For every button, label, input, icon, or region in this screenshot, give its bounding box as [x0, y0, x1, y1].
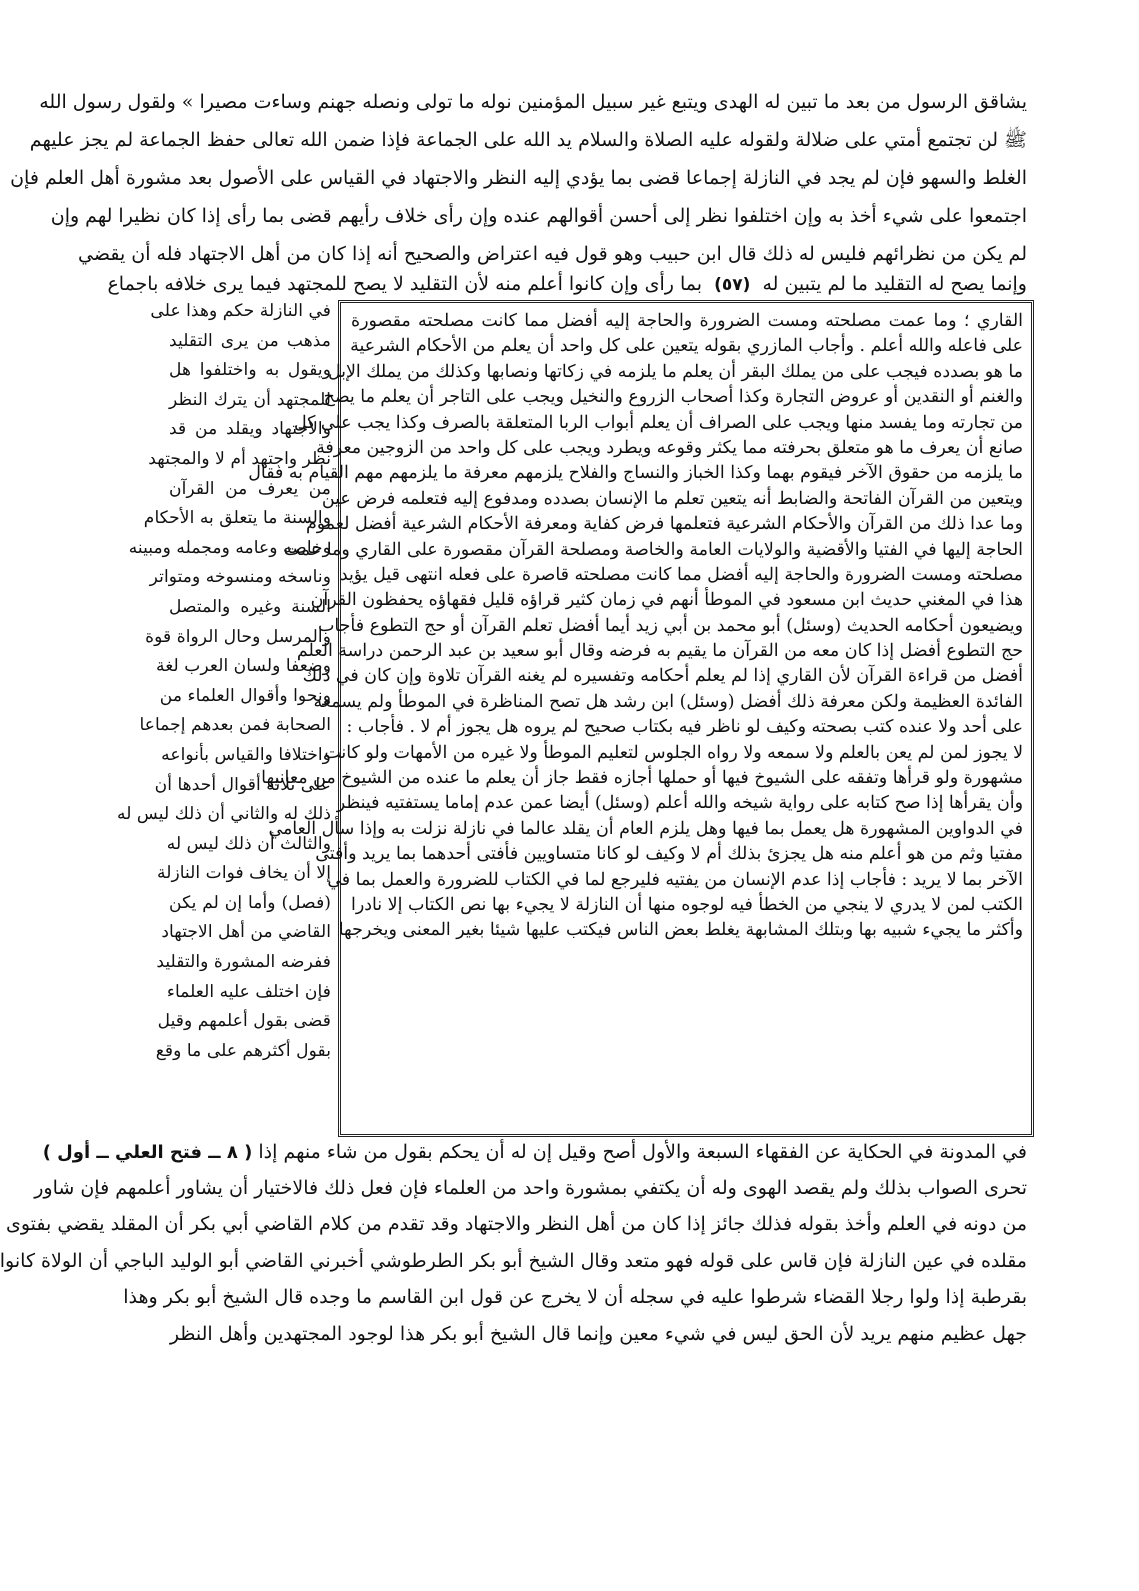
side-line: إلا أن يخاف فوات النازلة [157, 863, 331, 884]
box-line: وما عدا ذلك من القرآن والأحكام الشرعية فتعلمها فرض كفاية ومعرفة الأحكام الشرعية أفضل لعموم [305, 514, 1023, 535]
box-line: الآخر بما لا يريد : فأجاب إذا عدم الإنسان من يفتيه فليرجع لما في الكتاب للضرورة والعمل بما في [327, 869, 1023, 890]
side-line: والسنة ما يتعلق به الأحكام [143, 508, 331, 529]
side-line: وناسخه ومنسوخه ومتواتر [149, 567, 331, 588]
side-line: وخاصه وعامه ومجمله ومبينه [128, 537, 331, 558]
line6-right-text: وإنما يصح له التقليد ما لم يتبين له [762, 273, 1027, 295]
side-line: في النازلة حكم وهذا على [150, 301, 331, 321]
footer-line [42, 1137, 1027, 1167]
side-line: واختلافا والقياس بأنواعه [161, 744, 331, 765]
side-line: مذهب من يرى التقليد [169, 330, 331, 351]
side-line: فإن اختلف عليه العلماء [166, 981, 331, 1002]
bottom-text-line: مقلده في عين النازلة فإن قاس على قوله فهو متعد وقال الشيخ أبو بكر الطرطوشي أخبرني القاضي أبو الوليد الباجي أن الولاة كانوا [0, 1249, 1027, 1272]
box-line: في الدواوين المشهورة هل يعمل بما فيها وهل يلزم العام أن يقلد عالما في نازلة نزلت به وإذا سأل العامي [268, 818, 1023, 839]
side-line: الصحابة فمن بعدهم إجماعا [139, 715, 331, 736]
box-line: مصلحته ومست الضرورة والحاجة إليه أفضل مما كانت مصلحته قاصرة على فعله انتهى قيل يؤيد [339, 564, 1023, 585]
side-line: السنة وغيره والمتصل [169, 596, 331, 617]
bottom-text-line: بقرطبة إذا ولوا رجلا القضاء شرطوا عليه في سجله أن لا يخرج عن قول ابن القاسم ما وجده قال الشيخ أبو بكر وهذا [123, 1286, 1027, 1309]
side-line: من يعرف من القرآن [169, 478, 331, 499]
side-line: بقول أكثرهم على ما وقع [155, 1040, 331, 1061]
side-line: على ثلاثة أقوال أحدها أن [154, 774, 331, 795]
side-line: (فصل) وأما إن لم يكن [169, 892, 331, 913]
box-line: وأكثر ما يجيء شبيه بها وبتلك المشابهة يغلط بعض الناس فيكتب عليها شيئا بغير المعنى ويخرجها [338, 920, 1023, 941]
side-line: والمرسل وحال الرواة قوة [145, 626, 331, 647]
main-text-line-6 [107, 266, 1027, 302]
main-text-line-4: اجتمعوا على شيء أخذ به وإن اختلفوا نظر إلى أحسن أقوالهم عنده وإن رأى خلاف رأيهم قضى بما رأى إذا كان نظيرا لهم وإن [50, 205, 1027, 227]
side-line: ذلك له والثاني أن ذلك ليس له [116, 804, 331, 825]
box-line: أفضل من قراءة القرآن لأن القاري إذا لم يعلم أحكامه وتفسيره لم يغنه القرآن تلاوة وإن كان في ذلك [302, 666, 1023, 687]
box-line: والغنم أو النقدين أو عروض التجارة وكذا أصحاب الزروع والنخيل ويجب على التاجر أن يعلم ما يصح [323, 387, 1023, 408]
box-line: مفتيا وثم من هو أعلم منه هل يجزئ بذلك أم لا وكيف لو كانا متساويين فأفتى أحدهما بما يريد وأفتى [315, 844, 1023, 865]
box-line: حج التطوع أفضل إذا كان معه من القرآن ما يقيم به فرضه وقال أبو سعيد بن عبد الرحمن دراسة العلم [296, 641, 1023, 662]
box-line: الحاجة إليها في الفتيا والأقضية والولايات العامة والخاصة ومصلحة القرآن مقصورة على القاري وما عمت [283, 539, 1023, 560]
footer-text: في المدونة في الحكاية عن الفقهاء السبعة والأول أصح وقيل إن له أن يحكم بقول من شاء منهم إذا [258, 1141, 1027, 1163]
side-line: ففرضه المشورة والتقليد [156, 952, 331, 973]
page-number: (٥٧) [714, 275, 751, 295]
box-line: الفائدة العظيمة ولكن معرفة ذلك أفضل (وسئل) ابن رشد هل تصح المناظرة في الموطأ ولم يسمعه [313, 691, 1023, 712]
bottom-text-line: جهل عظيم منهم يريد لأن الحق ليس في شيء معين وإنما قال الشيخ أبو بكر هذا لوجود المجتهدين وأهل النظر [169, 1322, 1027, 1345]
box-line: القاري ؛ وما عمت مصلحته ومست الضرورة والحاجة إليه أفضل مما كانت مصلحته مقصورة [351, 311, 1023, 331]
bottom-text-line: تحرى الصواب بذلك ولم يقصد الهوى وله أن يكتفي بمشورة واحد من العلماء فإن فعل ذلك فالاختيار أن يشاور أعلمهم فإن شاور [34, 1177, 1027, 1199]
side-line: والاجتهاد ويقلد من قد [169, 419, 331, 440]
bottom-text [0, 1170, 1027, 1352]
box-line: ويضيعون أحكامه الحديث (وسئل) أبو محمد بن أبي زيد أيما أفضل تعلم القرآن أو حج التطوع فأجاب [318, 615, 1023, 636]
box-line: ويتعين من القرآن الفاتحة والضابط أنه يتعين تعلم ما الإنسان بصدده ومدفوع إليه فتعلمه فرض عين [321, 488, 1023, 509]
box-line: وأن يقرأها إذا صح كتابه على رواية شيخه والله أعلم (وسئل) أيضا عمن عدم إماما يستفتيه فينظر [336, 793, 1023, 814]
box-line: صانع أن يعرف ما هو متعلق بحرفته مما يكثر وقوعه ويطرد ويجب على كل واحد من الزوجين معرفة [316, 437, 1023, 458]
box-line: ما يلزمه من حقوق الآخر فيقوم بهما وكذا الخباز والنساج والفلاح يلزمهم معرفة ما يلزمهم مهم القيام به فقال [248, 463, 1023, 484]
box-line: من تجارته وما يفسد منها ويجب على الصراف أن يعلم أبواب الربا المتعلقة بالصرف وكذا يجب على كل [293, 412, 1023, 433]
main-text-line-2: ﷺ لن تجتمع أمتي على ضلالة ولقوله عليه الصلاة والسلام يد الله على الجماعة فإذا ضمن الله تعالى حفظ الجماعة لم يجز عليهم [29, 129, 1027, 151]
bottom-text-line: من دونه في العلم وأخذ بقوله فذلك جائز إذا كان من أهل النظر والاجتهاد وقد تقدم من كلام القاضي أبي بكر أن المقلد يقضي بفتوى [5, 1213, 1027, 1236]
box-line: هذا في المغني حديث ابن مسعود في الموطأ أنهم في زمان كثير قراؤه قليل فقهاؤه يحفظون القرآن [310, 590, 1023, 611]
box-line: الكتب لمن لا يدري لا ينجي من الخطأ فيه لوجوه منها أن النازلة لا يجيء بها نص الكتاب إلا نادرا [351, 894, 1023, 915]
side-line: للمجتهد أن يترك النظر [169, 389, 331, 410]
side-line: القاضي من أهل الاجتهاد [161, 922, 331, 943]
signature-mark: ( ٨ ــ فتح العلي ــ أول ) [42, 1142, 253, 1163]
side-line: قضى بقول أعلمهم وقيل [157, 1011, 331, 1032]
side-line: نظر واجتهد أم لا والمجتهد [148, 448, 331, 469]
main-text-line-3: الغلط والسهو فإن لم يجد في النازلة إجماعا قضى بما يؤدي إليه النظر والاجتهاد في القياس على الأصول بعد مشورة أهل العلم فإن [10, 167, 1027, 189]
line6-left-text: بما رأى وإن كانوا أعلم منه لأن التقليد لا يصح للمجتهد فيما يرى خلافه باجماع [107, 273, 703, 295]
side-line: والثالث أن ذلك ليس له [166, 833, 331, 854]
box-line: على أحد ولا عنده كتب بصحته وكيف لو ناظر فيه بكتاب صحيح لم يروه هل يجوز أم لا . فأجاب : [346, 717, 1023, 738]
side-line: ويقول به واختلفوا هل [169, 360, 331, 381]
side-line: ونحوا وأقوال العلماء من [159, 685, 331, 706]
box-line: مشهورة ولو قرأها وتفقه على الشيوخ فيها أو حملها أجازه فقط جاز أن يعلم ما عنده من الشيوخ من معانيها [261, 768, 1023, 789]
main-text-line-1: يشاقق الرسول من بعد ما تبين له الهدى ويتبع غير سبيل المؤمنين نوله ما تولى ونصله جهنم وساءت مصيرا » ولقول رسول الله [39, 91, 1027, 113]
side-line: وضعفا ولسان العرب لغة [156, 656, 331, 677]
box-line: على فاعله والله أعلم . وأجاب المازري بقوله يتعين على كل واحد أن يعلم من الأحكام الشرعية [350, 336, 1023, 357]
box-line: ما هو بصدده فيجب على من يملك البقر أن يعلم ما يلزمه في زكاتها ونصابها وكذلك من يملك الإبل [327, 361, 1023, 382]
box-line: لا يجوز لمن لم يعن بالعلم ولا سمعه ولا رواه الجلوس لتعليم الموطأ ولا غيره من الأمهات ولو كانت [324, 742, 1023, 763]
main-text-line-5: لم يكن من نظرائهم فليس له ذلك قال ابن حبيب وهو قول فيه اعتراض والصحيح أنه إذا كان من أهل الاجتهاد فله أن يقضي [78, 243, 1027, 265]
